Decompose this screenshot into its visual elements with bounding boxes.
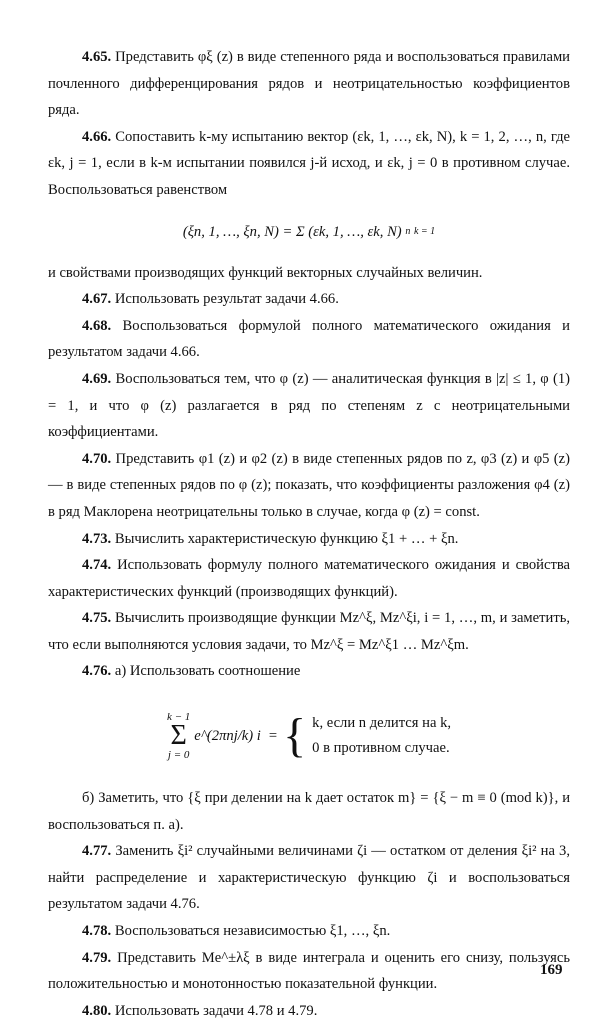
exponent-term: e^(2πnj/k) i bbox=[194, 727, 261, 744]
paragraph-4-80 bbox=[48, 998, 570, 1024]
case-line-1: k, если n делится на k, bbox=[312, 715, 452, 732]
sum-upper-limit: n bbox=[405, 225, 411, 237]
item-number: 4.77. bbox=[82, 843, 112, 860]
item-number: 4.66. bbox=[82, 128, 112, 145]
case-lines bbox=[312, 711, 451, 761]
paragraph-4-68 bbox=[48, 313, 570, 366]
item-number: 4.80. bbox=[82, 1002, 112, 1019]
item-number: 4.69. bbox=[82, 370, 112, 387]
item-number: 4.68. bbox=[82, 317, 112, 334]
item-text: и свойствами производящих функций векторных случайных величин. bbox=[48, 264, 483, 281]
item-number: 4.67. bbox=[82, 291, 112, 308]
item-text: Вычислить производящие функции Mz^ξ, Mz^ξi, i = 1, …, m, и заметить, что если выполняются условия задачи, то Mz^ξ = Mz^ξ1 … Mz^ξm. bbox=[48, 610, 570, 653]
item-text: Сопоставить k-му испытанию вектор (εk, 1, …, εk, N), k = 1, 2, …, n, где εk, j = 1, если в k-м испытании появился j-й исход, и εk, j = 0 в противном случае. Воспользоваться равенством bbox=[48, 128, 570, 198]
item-text: Воспользоваться независимостью ξ1, …, ξn. bbox=[114, 923, 391, 940]
item-text: а) Использовать соотношение bbox=[114, 663, 301, 680]
item-text: Использовать формулу полного математического ожидания и свойства характеристических функций (производящих функций). bbox=[48, 557, 570, 600]
item-number: 4.70. bbox=[82, 450, 112, 467]
sum-lower-limit: j = 0 bbox=[167, 749, 190, 762]
item-text: Заменить ξi² случайными величинами ζi — остатком от деления ξi² на 3, найти распределение и характеристическую функцию ζi и воспользоваться результатом задачи 4.76. bbox=[48, 843, 570, 913]
item-number: 4.79. bbox=[82, 949, 112, 966]
paragraph-4-67 bbox=[48, 286, 570, 313]
paragraph-continuation bbox=[48, 260, 570, 287]
formula-text: (ξn, 1, …, ξn, N) = Σ (εk, 1, …, εk, N) bbox=[182, 223, 402, 240]
item-number: 4.75. bbox=[82, 610, 112, 627]
item-text: Использовать задачи 4.78 и 4.79. bbox=[114, 1002, 318, 1019]
paragraph-4-66 bbox=[48, 124, 570, 204]
sum-lower-limit: k = 1 bbox=[413, 225, 436, 237]
item-number: 4.78. bbox=[82, 923, 112, 940]
paragraph-4-70 bbox=[48, 446, 570, 526]
item-text: Представить φ1 (z) и φ2 (z) в виде степенных рядов по z, φ3 (z) и φ5 (z) — в виде степенных рядов по φ (z); показать, что коэффициенты разложения φ4 (z) в ряд Маклорена неотрицательны только в случае, когда φ (z) = const. bbox=[48, 450, 570, 520]
item-text: Вычислить характеристическую функцию ξ1 + … + ξn. bbox=[114, 530, 459, 547]
item-text: Представить φξ (z) в виде степенного ряда и воспользоваться правилами почленного дифференцирования рядов и неотрицательностью коэффициентов ряда. bbox=[48, 49, 570, 119]
paragraph-4-79 bbox=[48, 945, 570, 998]
paragraph-4-69 bbox=[48, 366, 570, 446]
item-text: Воспользоваться тем, что φ (z) — аналитическая функция в |z| ≤ 1, φ (1) = 1, и что φ (z) разлагается в ряд по степеням z с неотрицательными коэффициентами. bbox=[48, 370, 571, 441]
item-number: 4.65. bbox=[82, 49, 112, 65]
case-line-2: 0 в противном случае. bbox=[312, 740, 450, 757]
paragraph-4-75 bbox=[48, 605, 570, 658]
sum-upper-limit: k − 1 bbox=[166, 711, 191, 724]
page-number: 169 bbox=[540, 962, 563, 978]
paragraph-4-73 bbox=[48, 526, 570, 553]
paragraph-4-77 bbox=[48, 838, 570, 918]
paragraph-4-76-b bbox=[48, 785, 570, 838]
page-body bbox=[48, 44, 570, 1024]
item-number: 4.76. bbox=[82, 663, 112, 680]
sum-sign: k − 1 Σ j = 0 bbox=[166, 711, 191, 762]
item-text: б) Заметить, что {ξ при делении на k дает остаток m} = {ξ − m ≡ 0 (mod k)}, и воспользоваться п. а). bbox=[48, 790, 570, 833]
item-text: Использовать результат задачи 4.66. bbox=[114, 291, 339, 308]
item-text: Воспользоваться формулой полного математического ожидания и результатом задачи 4.66. bbox=[48, 317, 570, 361]
paragraph-4-78 bbox=[48, 918, 570, 945]
cases-formula: k − 1 Σ j = 0 e^(2πnj/k) i = { k, если n делится на k, 0 в противном случае. bbox=[166, 709, 452, 763]
paragraph-4-65 bbox=[48, 44, 570, 124]
item-number: 4.74. bbox=[82, 557, 112, 574]
item-text: Представить Me^±λξ в виде интеграла и оценить его снизу, пользуясь положительностью и монотонностью показательной функции. bbox=[48, 949, 570, 993]
paragraph-4-76 bbox=[48, 658, 570, 685]
paragraph-4-74 bbox=[48, 552, 570, 605]
vector-sum-formula bbox=[48, 204, 570, 260]
item-number: 4.73. bbox=[82, 530, 112, 547]
